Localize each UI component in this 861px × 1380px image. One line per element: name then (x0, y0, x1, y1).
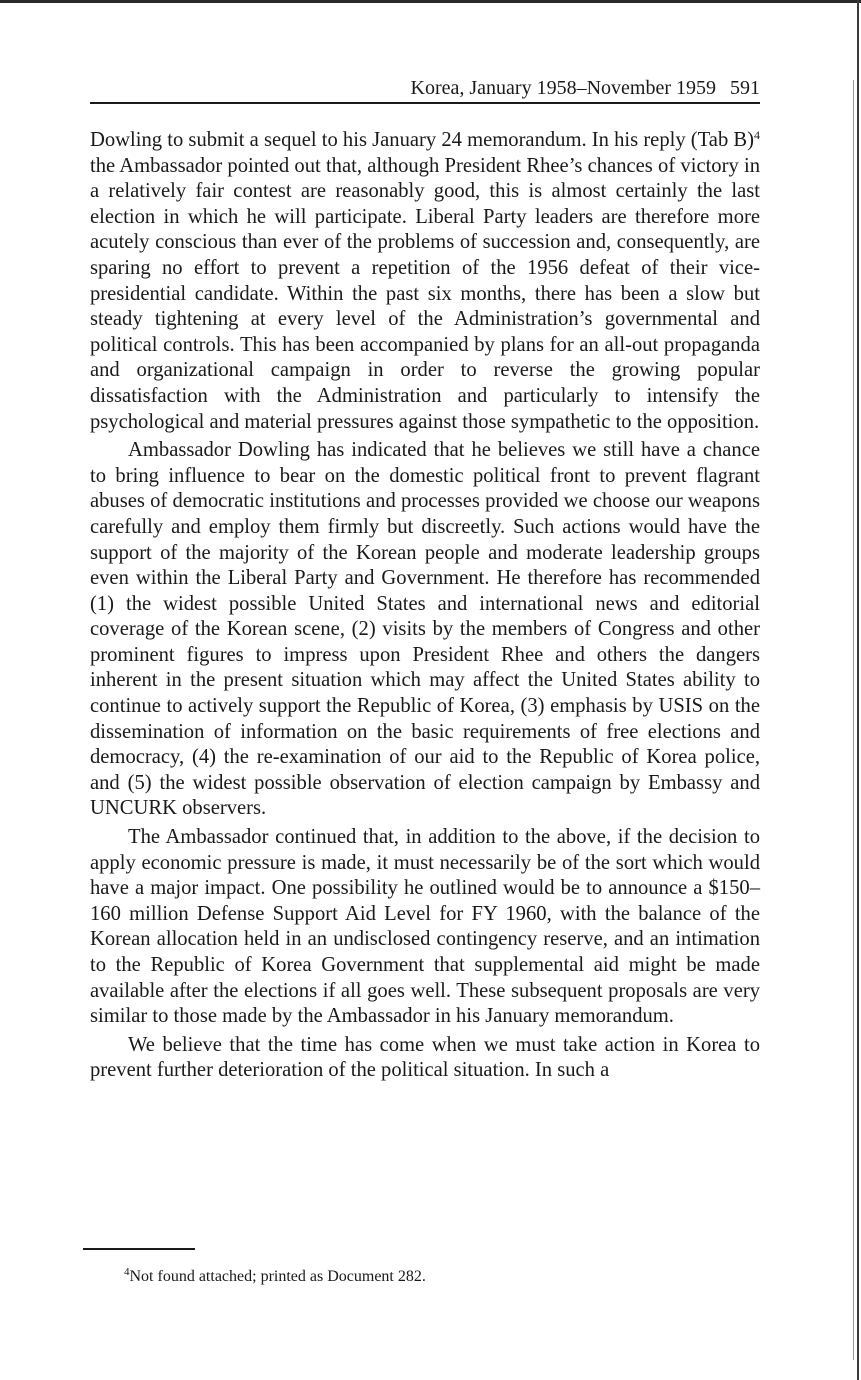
paragraph-2: Ambassador Dowling has indicated that he believes we still have a chance to bring influence to bear on the domestic political front to prevent flagrant abuses of democratic institutions and processes provided we choose our weapons carefully and employ them firmly but discreetly. Such actions would have the support of the majority of the Korean people and moderate leadership groups even within the Liberal Party and Government. He therefore has recommended (1) the widest possible United States and international news and editorial coverage of the Korean scene, (2) visits by the members of Congress and other prominent figures to impress upon President Rhee and others the dangers inherent in the present situation which may affect the United States ability to continue to actively support the Republic of Korea, (3) emphasis by USIS on the dissemination of information on the basic requirements of free elections and democracy, (4) the re-examination of our aid to the Republic of Korea police, and (5) the widest possible observation of election campaign by Embassy and UNCURK observers. (90, 439, 760, 820)
footnote (124, 1266, 724, 1288)
paragraph-1-text-b: the Ambassador pointed out that, although President Rhee’s chances of victory in a relatively fair contest are reasonably good, this is almost certainly the last election in which he will participate. Liberal Party leaders are therefore more acutely conscious than ever of the problems of succession and, consequently, are sparing no effort to prevent a repetition of the 1956 defeat of their vice-presidential candidate. Within the past six months, there has been a slow but steady tightening at every level of the Administration’s governmental and political controls. This has been accompanied by plans for an all-out propaganda and organizational campaign in order to reverse the growing popular dissatisfaction with the Administration and particularly to intensify the psychological and material pressures against those sympathetic to the opposition. (90, 154, 760, 433)
footnote-text: Not found attached; printed as Document 282. (129, 1268, 426, 1285)
footnote-reference: 4 (754, 128, 760, 142)
body-text (90, 128, 760, 1084)
running-head (90, 74, 760, 102)
running-head-title: Korea, January 1958–November 1959 (410, 77, 716, 99)
paragraph-1-text-a: Dowling to submit a sequel to his January 24 memorandum. In his reply (Tab B) (90, 129, 754, 151)
paragraph-4: We believe that the time has come when we must take action in Korea to prevent further deterioration of the political situation. In such a (90, 1033, 760, 1082)
page-edge-right (857, 0, 859, 1380)
paragraph-1 (90, 128, 760, 435)
footnote-rule (83, 1248, 195, 1250)
page-edge-top (0, 0, 861, 3)
header-rule (90, 102, 760, 104)
page-number: 591 (730, 77, 760, 99)
footnote-mark: 4 (124, 1266, 130, 1278)
paragraph-3: The Ambassador continued that, in addition to the above, if the decision to apply economic pressure is made, it must necessarily be of the sort which would have a major impact. One possibility he outlined would be to announce a $150–160 million Defense Support Aid Level for FY 1960, with the balance of the Korean allocation held in an undisclosed contingency reserve, and an intimation to the Republic of Korea Government that supplemental aid might be made available after the elections if all goes well. These subsequent proposals are very similar to those made by the Ambassador in his January memorandum. (90, 826, 760, 1028)
page-edge-right-inner (853, 80, 854, 1360)
